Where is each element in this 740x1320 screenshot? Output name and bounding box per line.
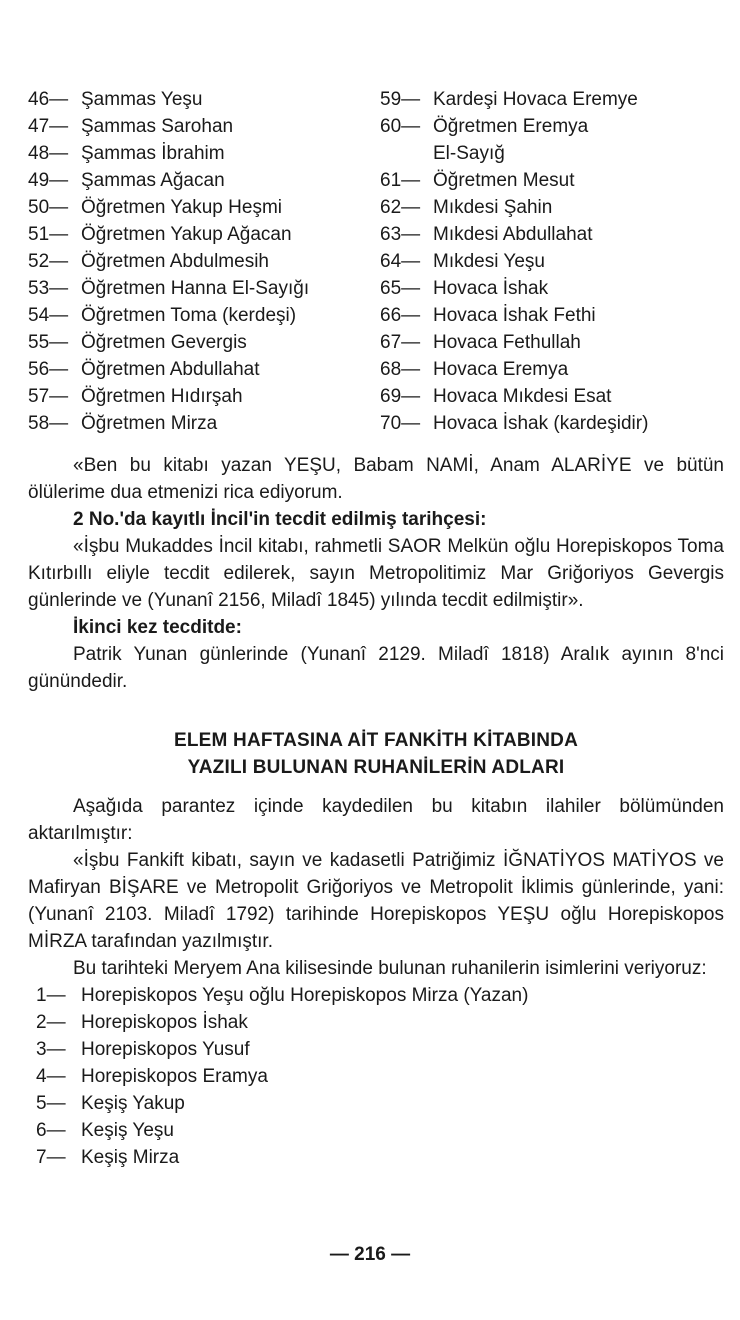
heading-line-1: ELEM HAFTASINA AİT FANKİTH KİTABINDA: [173, 730, 579, 751]
paragraph-dedication: «Ben bu kitabı yazan YEŞU, Babam NAMİ, Anam ALARİYE ve bütün ölülerime dua etmenizi rica ediyorum.: [28, 455, 724, 503]
item-text: Mıkdesi Şahin: [433, 197, 553, 218]
item-number: 46—: [28, 89, 69, 110]
item-number: 1—: [36, 985, 66, 1006]
right-column: [380, 86, 740, 437]
item-number: 48—: [28, 143, 69, 164]
list-item: [28, 1117, 724, 1144]
item-number: 67—: [380, 332, 421, 353]
list-item: [380, 248, 740, 275]
item-text: Hovaca Eremya: [433, 359, 569, 380]
list-item: [380, 194, 740, 221]
item-text: Keşiş Mirza: [81, 1147, 180, 1168]
item-number: 63—: [380, 224, 421, 245]
item-number: [380, 140, 433, 167]
item-text: Hovaca İshak Fethi: [433, 305, 596, 326]
item-number: 50—: [28, 197, 69, 218]
item-text: Öğretmen Gevergis: [81, 332, 247, 353]
left-column: [28, 86, 368, 437]
item-number: 58—: [28, 413, 69, 434]
item-text: Öğretmen Hıdırşah: [81, 386, 243, 407]
item-text: Keşiş Yakup: [81, 1093, 185, 1114]
list-item: [380, 302, 740, 329]
item-text: Şammas Sarohan: [81, 116, 234, 137]
list-item: [28, 982, 724, 1009]
item-text: Öğretmen Eremya: [433, 116, 589, 137]
item-text: Horepiskopos İshak: [81, 1012, 248, 1033]
list-item: [28, 1036, 724, 1063]
item-number: 55—: [28, 332, 69, 353]
list-item: [28, 275, 368, 302]
list-item: [28, 194, 368, 221]
item-text: Horepiskopos Yeşu oğlu Horepiskopos Mirza (Yazan): [81, 985, 529, 1006]
item-number: 70—: [380, 413, 421, 434]
item-number: 61—: [380, 170, 421, 191]
list-item: [380, 113, 740, 140]
item-text: Öğretmen Yakup Ağacan: [81, 224, 292, 245]
item-number: 68—: [380, 359, 421, 380]
list-item: [28, 113, 368, 140]
item-number: 51—: [28, 224, 69, 245]
item-number: 4—: [36, 1066, 66, 1087]
item-text: Hovaca Fethullah: [433, 332, 581, 353]
section-heading: [28, 727, 724, 781]
body-text: [28, 452, 724, 1171]
subheading-second-renewal: İkinci kez tecditde:: [73, 617, 242, 638]
item-text: Öğretmen Mesut: [433, 170, 575, 191]
item-text: Mıkdesi Yeşu: [433, 251, 545, 272]
item-number: 69—: [380, 386, 421, 407]
item-text: Öğretmen Mirza: [81, 413, 218, 434]
list-item: [28, 167, 368, 194]
item-number: 57—: [28, 386, 69, 407]
list-item: [28, 1090, 724, 1117]
paragraph-second-renewal: Patrik Yunan günlerinde (Yunanî 2129. Miladî 1818) Aralık ayının 8'nci günündedir.: [28, 644, 724, 692]
list-item: [28, 410, 368, 437]
list-item: [380, 410, 740, 437]
item-text: Mıkdesi Abdullahat: [433, 224, 593, 245]
item-number: 5—: [36, 1093, 66, 1114]
item-number: 49—: [28, 170, 69, 191]
heading-line-2: YAZILI BULUNAN RUHANİLERİN ADLARI: [187, 757, 565, 778]
item-number: 60—: [380, 116, 421, 137]
list-item: [380, 221, 740, 248]
item-number: 53—: [28, 278, 69, 299]
list-item: [380, 275, 740, 302]
item-number: 6—: [36, 1120, 66, 1141]
page-number-footer: [0, 1244, 740, 1266]
paragraph-fankith: «İşbu Fankift kibatı, sayın ve kadasetli Patriğimiz İĞNATİYOS MATİYOS ve Mafiryan BİŞARE ve Metropolit Griğoriyos ve Metropolit İklimis günlerinde, yani: (Yunanî 2103. Miladî 1792) tarihinde Horepiskopos YEŞU oğlu Horepiskopos MİRZA tarafından yazılmıştır.: [28, 850, 724, 952]
item-text: Hovaca Mıkdesi Esat: [433, 386, 612, 407]
item-text: Hovaca İshak: [433, 278, 549, 299]
list-item-continuation: [380, 140, 740, 167]
item-text: Keşiş Yeşu: [81, 1120, 174, 1141]
item-number: 66—: [380, 305, 421, 326]
item-text: Horepiskopos Yusuf: [81, 1039, 250, 1060]
list-item: [28, 302, 368, 329]
list-item: [380, 383, 740, 410]
item-number: 7—: [36, 1147, 66, 1168]
list-item: [380, 86, 740, 113]
item-text: Öğretmen Toma (kerdeşi): [81, 305, 297, 326]
item-number: 62—: [380, 197, 421, 218]
paragraph-clergy-intro: Bu tarihteki Meryem Ana kilisesinde bulunan ruhanilerin isimlerini veriyoruz:: [73, 958, 707, 979]
list-item: [28, 1009, 724, 1036]
item-number: 65—: [380, 278, 421, 299]
list-item: [28, 221, 368, 248]
item-text: Şammas Yeşu: [81, 89, 203, 110]
list-item: [380, 167, 740, 194]
paragraph-intro: Aşağıda parantez içinde kaydedilen bu kitabın ilahiler bölümünden aktarılmıştır:: [28, 796, 724, 844]
item-number: 52—: [28, 251, 69, 272]
item-number: 47—: [28, 116, 69, 137]
item-number: 2—: [36, 1012, 66, 1033]
item-text: Horepiskopos Eramya: [81, 1066, 268, 1087]
list-item: [28, 1144, 724, 1171]
paragraph-renewal: «İşbu Mukaddes İncil kitabı, rahmetli SAOR Melkün oğlu Horepiskopos Toma Kıtırbıllı eliyle tecdit edilerek, sayın Metropolitimiz Mar Griğoriyos Gevergis günlerinde ve (Yunanî 2156, Miladî 1845) yılında tecdit edilmiştir».: [28, 536, 724, 611]
list-item: [28, 1063, 724, 1090]
item-text: Öğretmen Abdulmesih: [81, 251, 269, 272]
item-text: Şammas Ağacan: [81, 170, 225, 191]
list-item: [28, 383, 368, 410]
item-text: Kardeşi Hovaca Eremye: [433, 89, 638, 110]
item-text: Öğretmen Yakup Heşmi: [81, 197, 282, 218]
item-number: 64—: [380, 251, 421, 272]
list-item: [380, 329, 740, 356]
item-text: Hovaca İshak (kardeşidir): [433, 413, 649, 434]
list-item: [28, 356, 368, 383]
list-item: [28, 140, 368, 167]
page-number: — 216 —: [330, 1244, 410, 1265]
list-item: [28, 329, 368, 356]
item-number: 59—: [380, 89, 421, 110]
clergy-list-1792: [28, 982, 724, 1171]
item-text: Öğretmen Abdullahat: [81, 359, 260, 380]
item-text: Şammas İbrahim: [81, 143, 225, 164]
item-number: 3—: [36, 1039, 66, 1060]
list-item: [380, 356, 740, 383]
item-text: El-Sayığ: [433, 143, 505, 164]
item-number: 54—: [28, 305, 69, 326]
list-item: [28, 86, 368, 113]
item-text: Öğretmen Hanna El-Sayığı: [81, 278, 310, 299]
item-number: 56—: [28, 359, 69, 380]
list-item: [28, 248, 368, 275]
subheading-gospel-history: 2 No.'da kayıtlı İncil'in tecdit edilmiş tarihçesi:: [73, 509, 487, 530]
